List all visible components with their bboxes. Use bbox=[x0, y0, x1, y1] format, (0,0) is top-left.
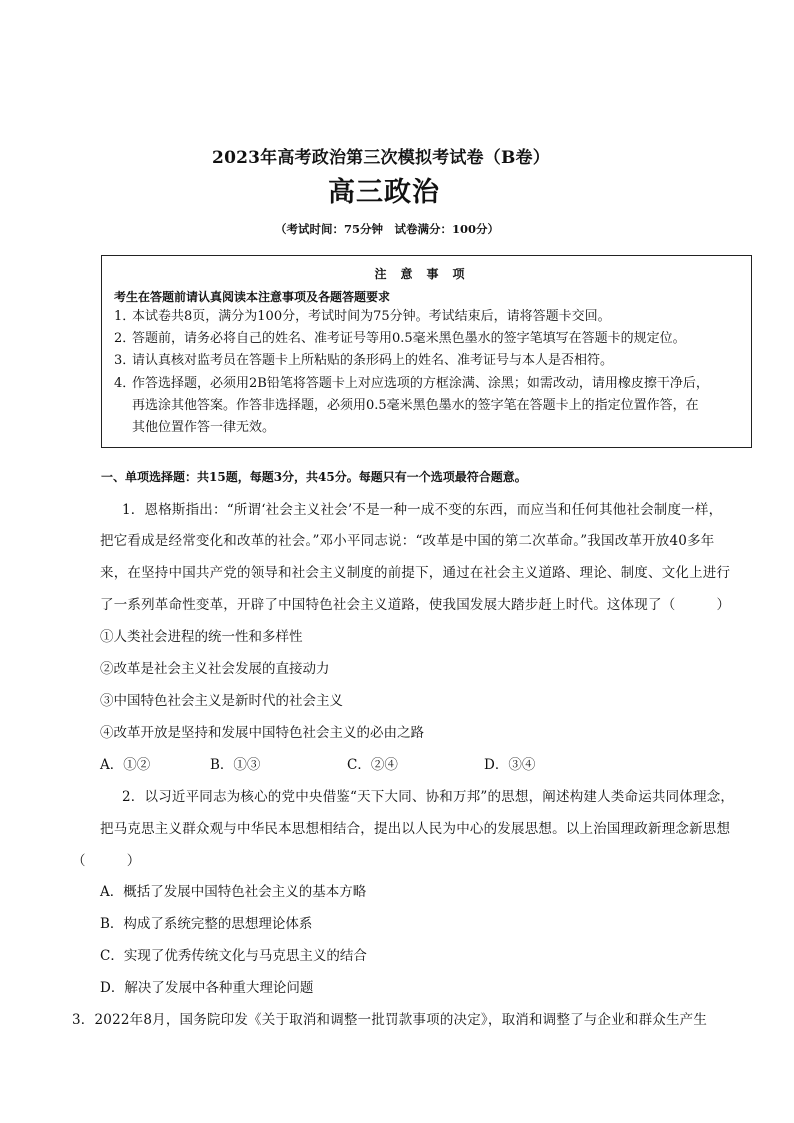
notice-item-number: 1． bbox=[114, 309, 136, 324]
question-1-option-d: D．③④ bbox=[484, 757, 536, 773]
notice-subtitle: 考生在答题前请认真阅读本注意事项及各题答题要求 bbox=[114, 290, 391, 304]
notice-item-text: 答题前，请务必将自己的姓名、准考证号等用0.5毫米黑色墨水的签字笔填写在答题卡的规定位。 bbox=[132, 331, 686, 346]
notice-item-text: 请认真核对监考员在答题卡上所粘贴的条形码上的姓名、准考证号与本人是否相符。 bbox=[132, 353, 614, 368]
section-heading: 一、单项选择题：共15题，每题3分，共45分。每题只有一个选项最符合题意。 bbox=[101, 470, 527, 484]
notice-item bbox=[114, 373, 709, 395]
question-1-line: 把它看成是经常变化和改革的社会。”邓小平同志说：“改革是中国的第二次革命。”我国改革开放40多年 bbox=[100, 533, 715, 549]
subject-title bbox=[0, 170, 794, 209]
question-2-line: 2．以习近平同志为核心的党中央借鉴“天下大同、协和万邦”的思想，阐述构建人类命运共同体理念， bbox=[122, 789, 735, 805]
question-1-line: 1．恩格斯指出：“所谓‘社会主义社会’不是一种一成不变的东西，而应当和任何其他社会制度一样， bbox=[122, 502, 723, 518]
question-1-option-a: A．①② bbox=[100, 757, 151, 773]
exam-title-text: 2023年高考政治第三次模拟考试卷（B卷） bbox=[212, 148, 550, 168]
page-title bbox=[0, 143, 794, 168]
notice-item-number: 3． bbox=[114, 353, 136, 368]
notice-item bbox=[114, 328, 686, 350]
question-2-line: 把马克思主义群众观与中华民本思想相结合，提出以人民为中心的发展思想。以上治国理政新理念新思想 bbox=[100, 821, 731, 837]
question-1-line: 了一系列革命性变革，开辟了中国特色社会主义道路，使我国发展大踏步赶上时代。这体现了（ ） bbox=[100, 597, 731, 613]
question-2-line: （ ） bbox=[72, 853, 141, 869]
notice-item-continuation: 其他位置作答一律无效。 bbox=[132, 420, 276, 435]
question-1-option-c: C．②④ bbox=[347, 757, 398, 773]
question-2-option-b: B．构成了系统完整的思想理论体系 bbox=[100, 916, 313, 932]
question-1-statement: ①人类社会进程的统一性和多样性 bbox=[100, 629, 303, 645]
notice-box bbox=[101, 255, 752, 448]
question-1-option-b: B．①③ bbox=[210, 757, 261, 773]
notice-item bbox=[114, 306, 611, 328]
question-1-statement: ②改革是社会主义社会发展的直接动力 bbox=[100, 661, 330, 677]
question-1-statement: ④改革开放是坚持和发展中国特色社会主义的必由之路 bbox=[100, 725, 424, 741]
question-1-line: 来，在坚持中国共产党的领导和社会主义制度的前提下，通过在社会主义道路、理论、制度、文化上进行 bbox=[100, 565, 731, 581]
exam-info bbox=[0, 221, 794, 237]
notice-item-continuation: 再选涂其他答案。作答非选择题，必须用0.5毫米黑色墨水的签字笔在答题卡上的指定位置作答，在 bbox=[132, 398, 699, 413]
question-2-option-a: A．概括了发展中国特色社会主义的基本方略 bbox=[100, 884, 367, 900]
notice-item-number: 2． bbox=[114, 331, 136, 346]
question-2-option-d: D．解决了发展中各种重大理论问题 bbox=[100, 980, 314, 996]
notice-item-text: 本试卷共8页，满分为100分，考试时间为75分钟。考试结束后，请将答题卡交回。 bbox=[132, 309, 611, 324]
notice-item bbox=[114, 350, 613, 372]
notice-item-text: 作答选择题，必须用2B铅笔将答题卡上对应选项的方框涂满、涂黑；如需改动，请用橡皮擦干净后， bbox=[132, 376, 709, 391]
subject-title-text: 高三政治 bbox=[328, 177, 440, 208]
notice-title: 注意事项 bbox=[374, 267, 479, 281]
question-3-line: 3．2022年8月，国务院印发《关于取消和调整一批罚款事项的决定》，取消和调整了与企业和群众生产生 bbox=[72, 1012, 708, 1028]
notice-item-number: 4． bbox=[114, 376, 136, 391]
question-1-statement: ③中国特色社会主义是新时代的社会主义 bbox=[100, 693, 343, 709]
exam-info-text: （考试时间：75分钟 试卷满分：100分） bbox=[274, 222, 499, 236]
question-2-option-c: C．实现了优秀传统文化与马克思主义的结合 bbox=[100, 948, 367, 964]
